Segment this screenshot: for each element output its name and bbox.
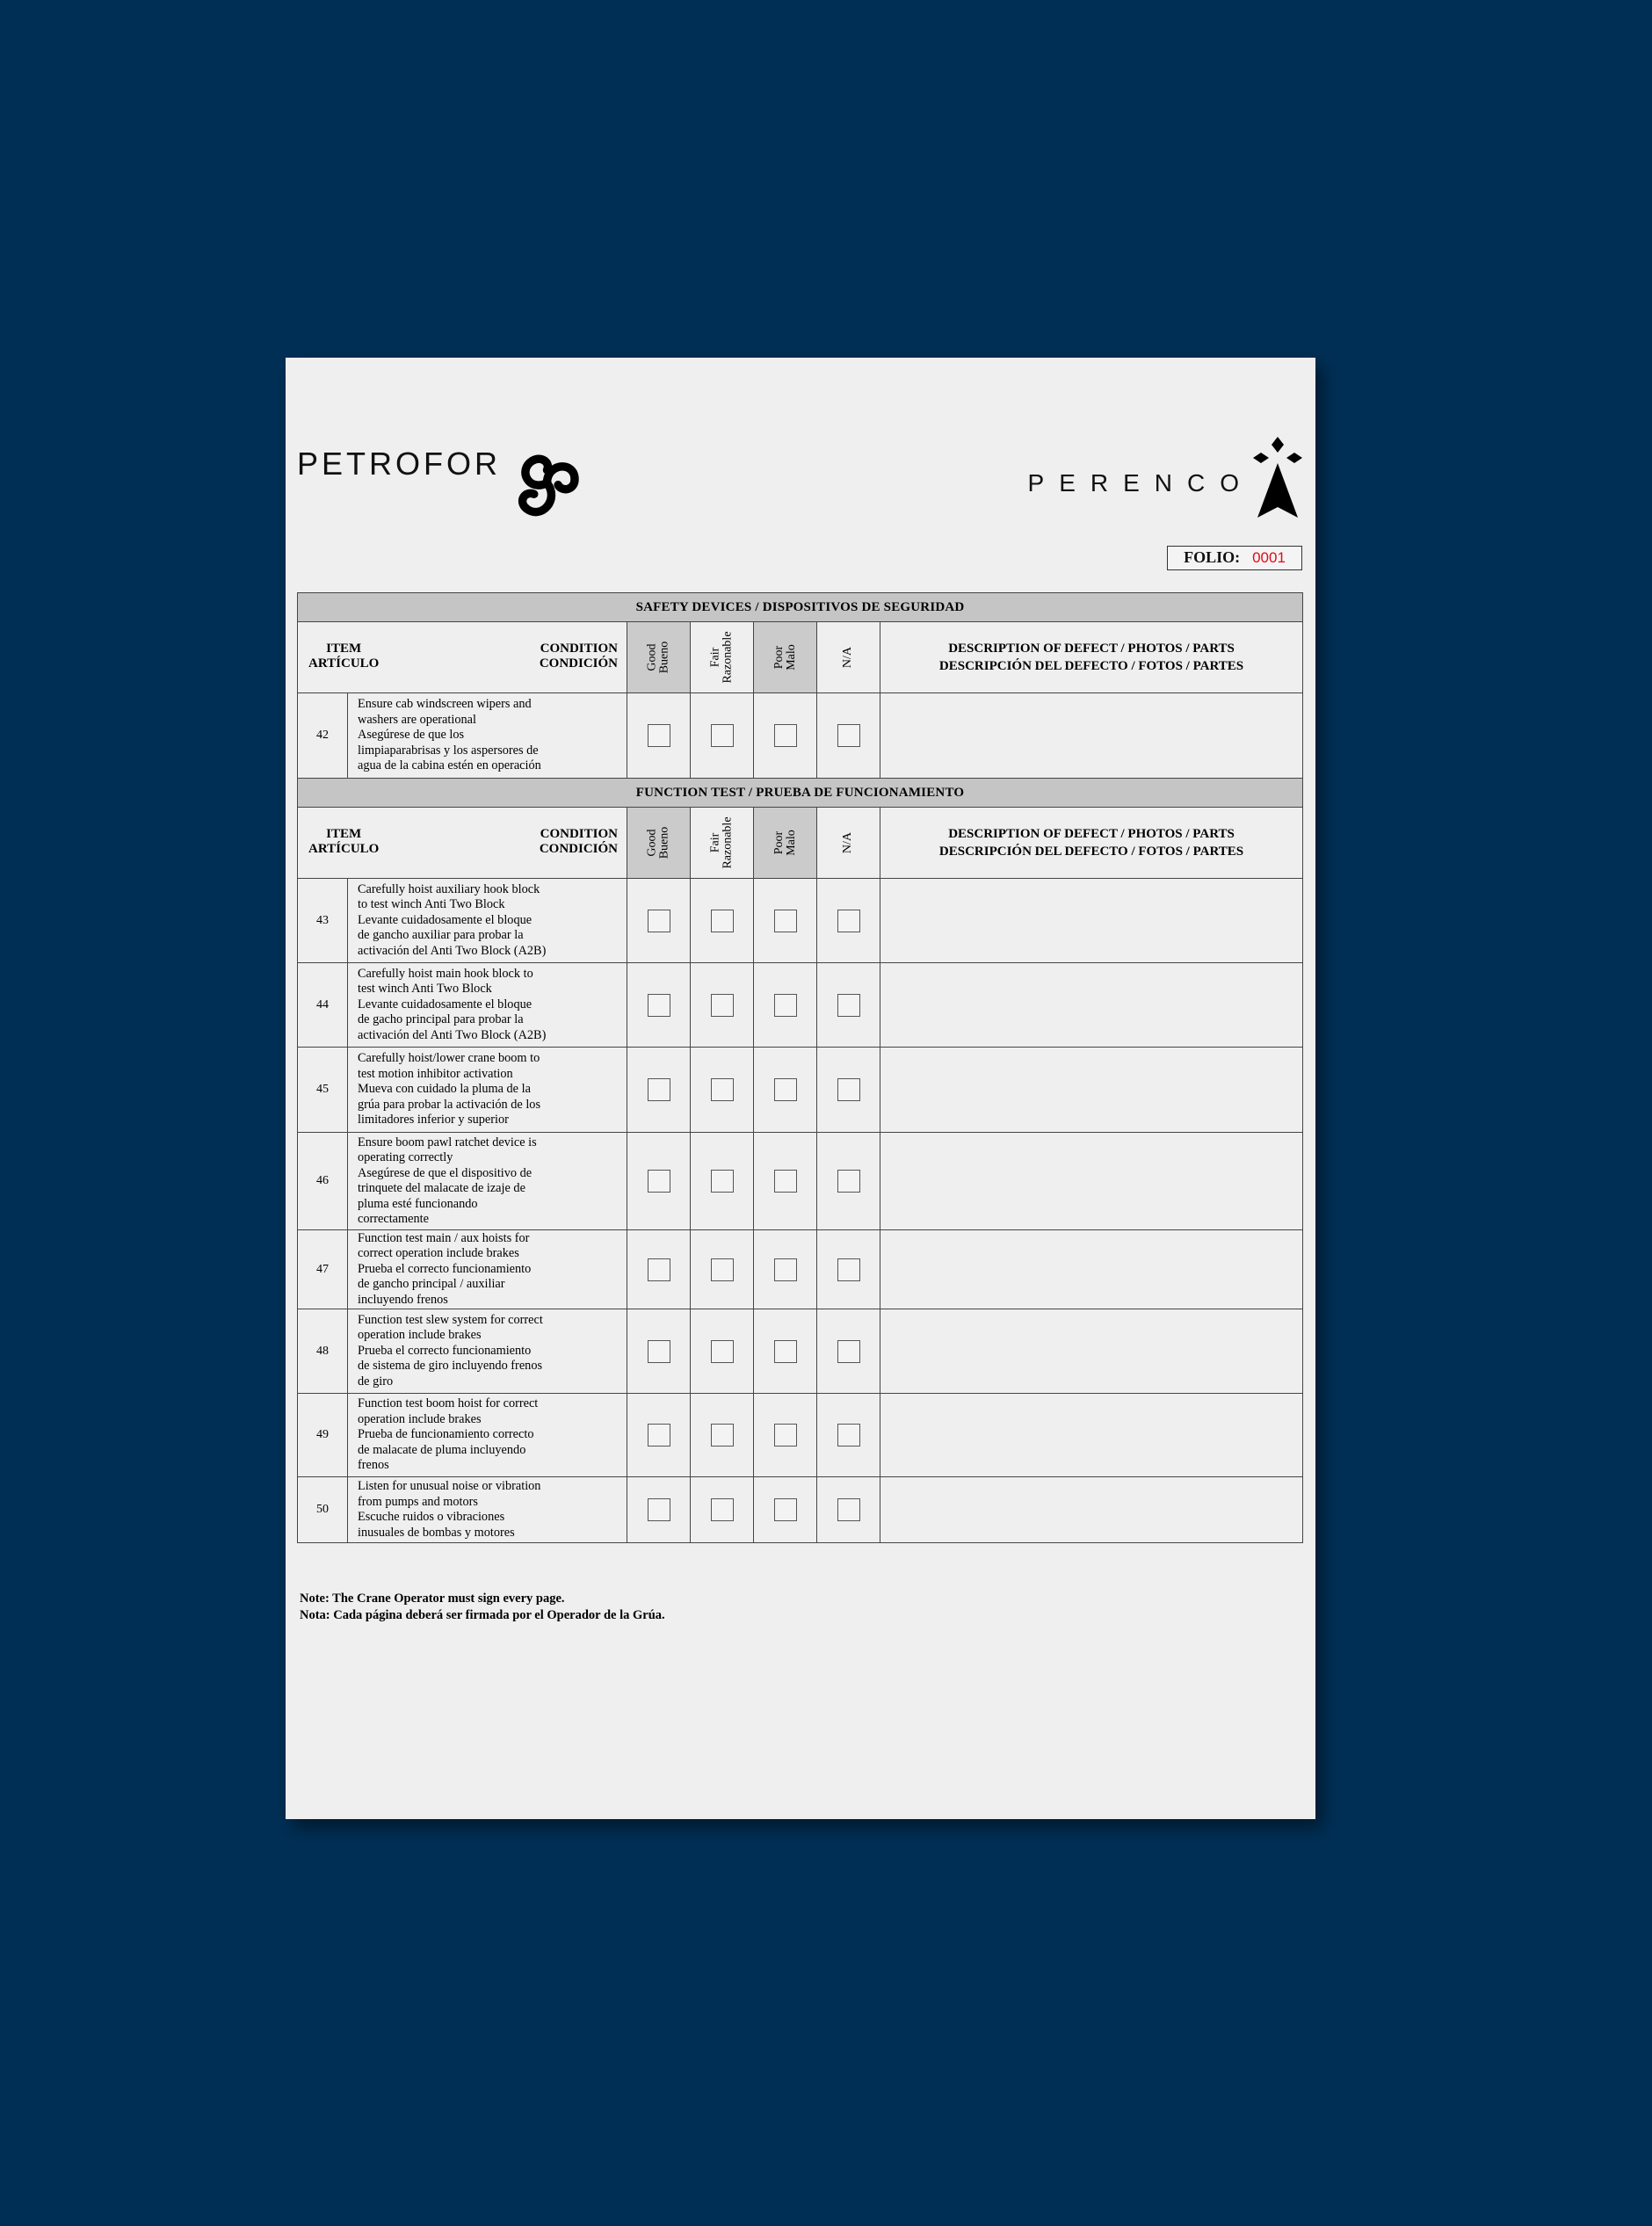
item-text-line: agua de la cabina estén en operación [358, 758, 541, 773]
triskele-logo-icon [501, 435, 593, 527]
item-text-line: Carefully hoist auxiliary hook block [358, 881, 540, 896]
good-checkbox[interactable] [648, 1424, 670, 1447]
item-text-line: Function test main / aux hoists for [358, 1230, 530, 1245]
item-text-line: Prueba el correcto funcionamiento [358, 1343, 532, 1358]
poor-cell [754, 963, 817, 1048]
item-description [348, 1477, 627, 1543]
item-text-line: to test winch Anti Two Block [358, 897, 505, 912]
fair-cell [691, 693, 754, 779]
ermine-logo-icon [1252, 437, 1303, 525]
item-text-line: Prueba de funcionamiento correcto [358, 1427, 534, 1442]
good-cell [627, 1048, 691, 1133]
item-description [348, 879, 627, 963]
poor-cell [754, 1133, 817, 1230]
na-cell [817, 1133, 880, 1230]
item-text-line: from pumps and motors [358, 1494, 479, 1509]
defect-description-field[interactable] [880, 879, 1303, 963]
item-text-line: washers are operational [358, 712, 476, 727]
good-cell [627, 1309, 691, 1394]
item-text-line: operation include brakes [358, 1328, 482, 1343]
item-number: 49 [298, 1394, 348, 1477]
fair-cell [691, 1230, 754, 1309]
item-description [348, 1394, 627, 1477]
item-number: 44 [298, 963, 348, 1048]
fair-cell [691, 963, 754, 1048]
fair-cell [691, 1477, 754, 1543]
na-cell [817, 693, 880, 779]
poor-checkbox[interactable] [774, 994, 797, 1017]
poor-header: Poor Malo [754, 622, 817, 693]
good-cell [627, 693, 691, 779]
poor-checkbox[interactable] [774, 1078, 797, 1101]
item-text-line: Levante cuidadosamente el bloque [358, 912, 533, 927]
fair-cell [691, 1309, 754, 1394]
item-number: 50 [298, 1477, 348, 1543]
item-description [348, 1309, 627, 1394]
item-number: 46 [298, 1133, 348, 1230]
item-text-line: trinquete del malacate de izaje de [358, 1181, 525, 1195]
fair-cell [691, 1133, 754, 1230]
item-text-line: inusuales de bombas y motores [358, 1525, 515, 1540]
table-row [298, 1048, 1303, 1133]
item-text-line: limpiaparabrisas y los aspersores de [358, 743, 539, 758]
defect-description-field[interactable] [880, 963, 1303, 1048]
good-cell [627, 963, 691, 1048]
item-header-es: ARTÍCULO [308, 656, 380, 671]
table-row [298, 1230, 1303, 1309]
item-text-line: Escuche ruidos o vibraciones [358, 1510, 505, 1524]
na-header: N/A [817, 808, 880, 879]
item-header: ITEM [326, 642, 362, 656]
na-checkbox[interactable] [837, 1340, 860, 1363]
poor-checkbox[interactable] [774, 724, 797, 747]
section-title: SAFETY DEVICES / DISPOSITIVOS DE SEGURIDAD [298, 593, 1303, 622]
item-text-line: frenos [358, 1458, 389, 1473]
description-header: DESCRIPTION OF DEFECT / PHOTOS / PARTS DESCRIPCIÓN DEL DEFECTO / FOTOS / PARTES [880, 808, 1303, 879]
na-cell [817, 1477, 880, 1543]
item-text-line: de sistema de giro incluyendo frenos [358, 1359, 543, 1374]
poor-checkbox[interactable] [774, 1258, 797, 1281]
poor-cell [754, 879, 817, 963]
good-checkbox[interactable] [648, 724, 670, 747]
fair-checkbox[interactable] [711, 1340, 734, 1363]
good-cell [627, 1230, 691, 1309]
note-english: Note: The Crane Operator must sign every page. [300, 1592, 565, 1606]
good-checkbox[interactable] [648, 1078, 670, 1101]
table-row [298, 693, 1303, 779]
na-checkbox[interactable] [837, 1170, 860, 1193]
item-text-line: de gancho principal / auxiliar [358, 1277, 505, 1292]
checklist-page [286, 358, 1315, 1819]
fair-header: Fair Razonable [691, 808, 754, 879]
defect-description-field[interactable] [880, 1048, 1303, 1133]
item-text-line: de gacho principal para probar la [358, 1012, 524, 1027]
fair-checkbox[interactable] [711, 1424, 734, 1447]
item-text-line: activación del Anti Two Block (A2B) [358, 943, 547, 958]
fair-checkbox[interactable] [711, 1498, 734, 1521]
inspection-table [297, 592, 1303, 1543]
good-checkbox[interactable] [648, 1340, 670, 1363]
defect-description-field[interactable] [880, 1309, 1303, 1394]
item-text-line: Prueba el correcto funcionamiento [358, 1261, 532, 1276]
table-row [298, 963, 1303, 1048]
item-condition-header [298, 808, 627, 879]
item-text-line: limitadores inferior y superior [358, 1113, 509, 1128]
good-checkbox[interactable] [648, 910, 670, 932]
na-checkbox[interactable] [837, 1498, 860, 1521]
section-title: FUNCTION TEST / PRUEBA DE FUNCIONAMIENTO [298, 779, 1303, 808]
item-number: 45 [298, 1048, 348, 1133]
poor-checkbox[interactable] [774, 1170, 797, 1193]
item-text-line: test motion inhibitor activation [358, 1066, 513, 1081]
item-text-line: de giro [358, 1374, 394, 1389]
item-text-line: activación del Anti Two Block (A2B) [358, 1027, 547, 1042]
item-description [348, 1048, 627, 1133]
fair-cell [691, 879, 754, 963]
fair-checkbox[interactable] [711, 910, 734, 932]
item-description [348, 963, 627, 1048]
na-checkbox[interactable] [837, 724, 860, 747]
item-text-line: Levante cuidadosamente el bloque [358, 997, 533, 1011]
na-cell [817, 1048, 880, 1133]
good-cell [627, 879, 691, 963]
good-cell [627, 1394, 691, 1477]
table-row [298, 1309, 1303, 1394]
item-text-line: Listen for unusual noise or vibration [358, 1479, 541, 1493]
na-checkbox[interactable] [837, 994, 860, 1017]
item-text-line: Asegúrese de que los [358, 728, 465, 743]
na-cell [817, 963, 880, 1048]
column-header-row [298, 622, 1303, 693]
table-row [298, 1133, 1303, 1230]
item-description [348, 1230, 627, 1309]
item-header-es: ARTÍCULO [308, 842, 380, 856]
folio-label: FOLIO: [1184, 548, 1241, 566]
fair-cell [691, 1394, 754, 1477]
good-checkbox[interactable] [648, 994, 670, 1017]
section-title-row [298, 779, 1303, 808]
item-text-line: test winch Anti Two Block [358, 982, 492, 997]
na-header: N/A [817, 622, 880, 693]
na-cell [817, 1309, 880, 1394]
poor-cell [754, 1048, 817, 1133]
petrofor-logo-text: PETROFOR [297, 446, 502, 482]
folio-number: 0001 [1252, 549, 1286, 566]
item-text-line: Carefully hoist main hook block to [358, 966, 533, 981]
item-number: 47 [298, 1230, 348, 1309]
fair-header: Fair Razonable [691, 622, 754, 693]
item-text-line: Function test boom hoist for correct [358, 1396, 539, 1411]
poor-cell [754, 693, 817, 779]
item-text-line: de gancho auxiliar para probar la [358, 928, 524, 943]
item-text-line: correct operation include brakes [358, 1246, 519, 1261]
item-text-line: Mueva con cuidado la pluma de la [358, 1082, 531, 1097]
poor-cell [754, 1394, 817, 1477]
item-text-line: Function test slew system for correct [358, 1312, 543, 1327]
poor-checkbox[interactable] [774, 1498, 797, 1521]
poor-cell [754, 1309, 817, 1394]
table-row [298, 879, 1303, 963]
condition-header: CONDITION [540, 827, 618, 841]
item-text-line: grúa para probar la activación de los [358, 1097, 541, 1112]
na-checkbox[interactable] [837, 910, 860, 932]
perenco-logo-text: PERENCO [1027, 469, 1254, 497]
item-text-line: operation include brakes [358, 1411, 482, 1426]
item-text-line: operating correctly [358, 1150, 453, 1164]
item-text-line: incluyendo frenos [358, 1292, 448, 1307]
column-header-row [298, 808, 1303, 879]
item-text-line: Ensure boom pawl ratchet device is [358, 1135, 537, 1149]
item-description [348, 693, 627, 779]
good-checkbox[interactable] [648, 1170, 670, 1193]
fair-cell [691, 1048, 754, 1133]
folio-box [1167, 546, 1302, 570]
note-spanish: Nota: Cada página deberá ser firmada por el Operador de la Grúa. [300, 1608, 665, 1622]
item-condition-header [298, 622, 627, 693]
defect-description-field[interactable] [880, 1394, 1303, 1477]
defect-description-field[interactable] [880, 1133, 1303, 1230]
item-number: 48 [298, 1309, 348, 1394]
defect-description-field[interactable] [880, 1230, 1303, 1309]
item-text-line: Carefully hoist/lower crane boom to [358, 1051, 540, 1066]
good-checkbox[interactable] [648, 1258, 670, 1281]
good-header: Good Bueno [627, 622, 691, 693]
condition-header: CONDITION [540, 642, 618, 656]
good-header: Good Bueno [627, 808, 691, 879]
description-header: DESCRIPTION OF DEFECT / PHOTOS / PARTS DESCRIPCIÓN DEL DEFECTO / FOTOS / PARTES [880, 622, 1303, 693]
fair-checkbox[interactable] [711, 1078, 734, 1101]
table-row [298, 1477, 1303, 1543]
na-checkbox[interactable] [837, 1424, 860, 1447]
condition-header-es: CONDICIÓN [539, 842, 618, 856]
item-header: ITEM [326, 827, 362, 841]
item-number: 43 [298, 879, 348, 963]
signature-note [300, 1591, 665, 1624]
item-text-line: de malacate de pluma incluyendo [358, 1442, 526, 1457]
poor-checkbox[interactable] [774, 1424, 797, 1447]
na-cell [817, 879, 880, 963]
condition-header-es: CONDICIÓN [539, 656, 618, 671]
item-number: 42 [298, 693, 348, 779]
item-text-line: pluma esté funcionando [358, 1196, 478, 1211]
poor-checkbox[interactable] [774, 1340, 797, 1363]
good-cell [627, 1477, 691, 1543]
poor-cell [754, 1477, 817, 1543]
na-checkbox[interactable] [837, 1258, 860, 1281]
poor-cell [754, 1230, 817, 1309]
fair-checkbox[interactable] [711, 1170, 734, 1193]
table-row [298, 1394, 1303, 1477]
na-checkbox[interactable] [837, 1078, 860, 1101]
item-text-line: correctamente [358, 1212, 429, 1226]
section-title-row [298, 593, 1303, 622]
defect-description-field[interactable] [880, 693, 1303, 779]
good-cell [627, 1133, 691, 1230]
good-checkbox[interactable] [648, 1498, 670, 1521]
na-cell [817, 1230, 880, 1309]
item-text-line: Asegúrese de que el dispositivo de [358, 1165, 533, 1180]
fair-checkbox[interactable] [711, 724, 734, 747]
poor-header: Poor Malo [754, 808, 817, 879]
fair-checkbox[interactable] [711, 1258, 734, 1281]
defect-description-field[interactable] [880, 1477, 1303, 1543]
na-cell [817, 1394, 880, 1477]
item-text-line: Ensure cab windscreen wipers and [358, 697, 532, 712]
poor-checkbox[interactable] [774, 910, 797, 932]
fair-checkbox[interactable] [711, 994, 734, 1017]
item-description [348, 1133, 627, 1230]
